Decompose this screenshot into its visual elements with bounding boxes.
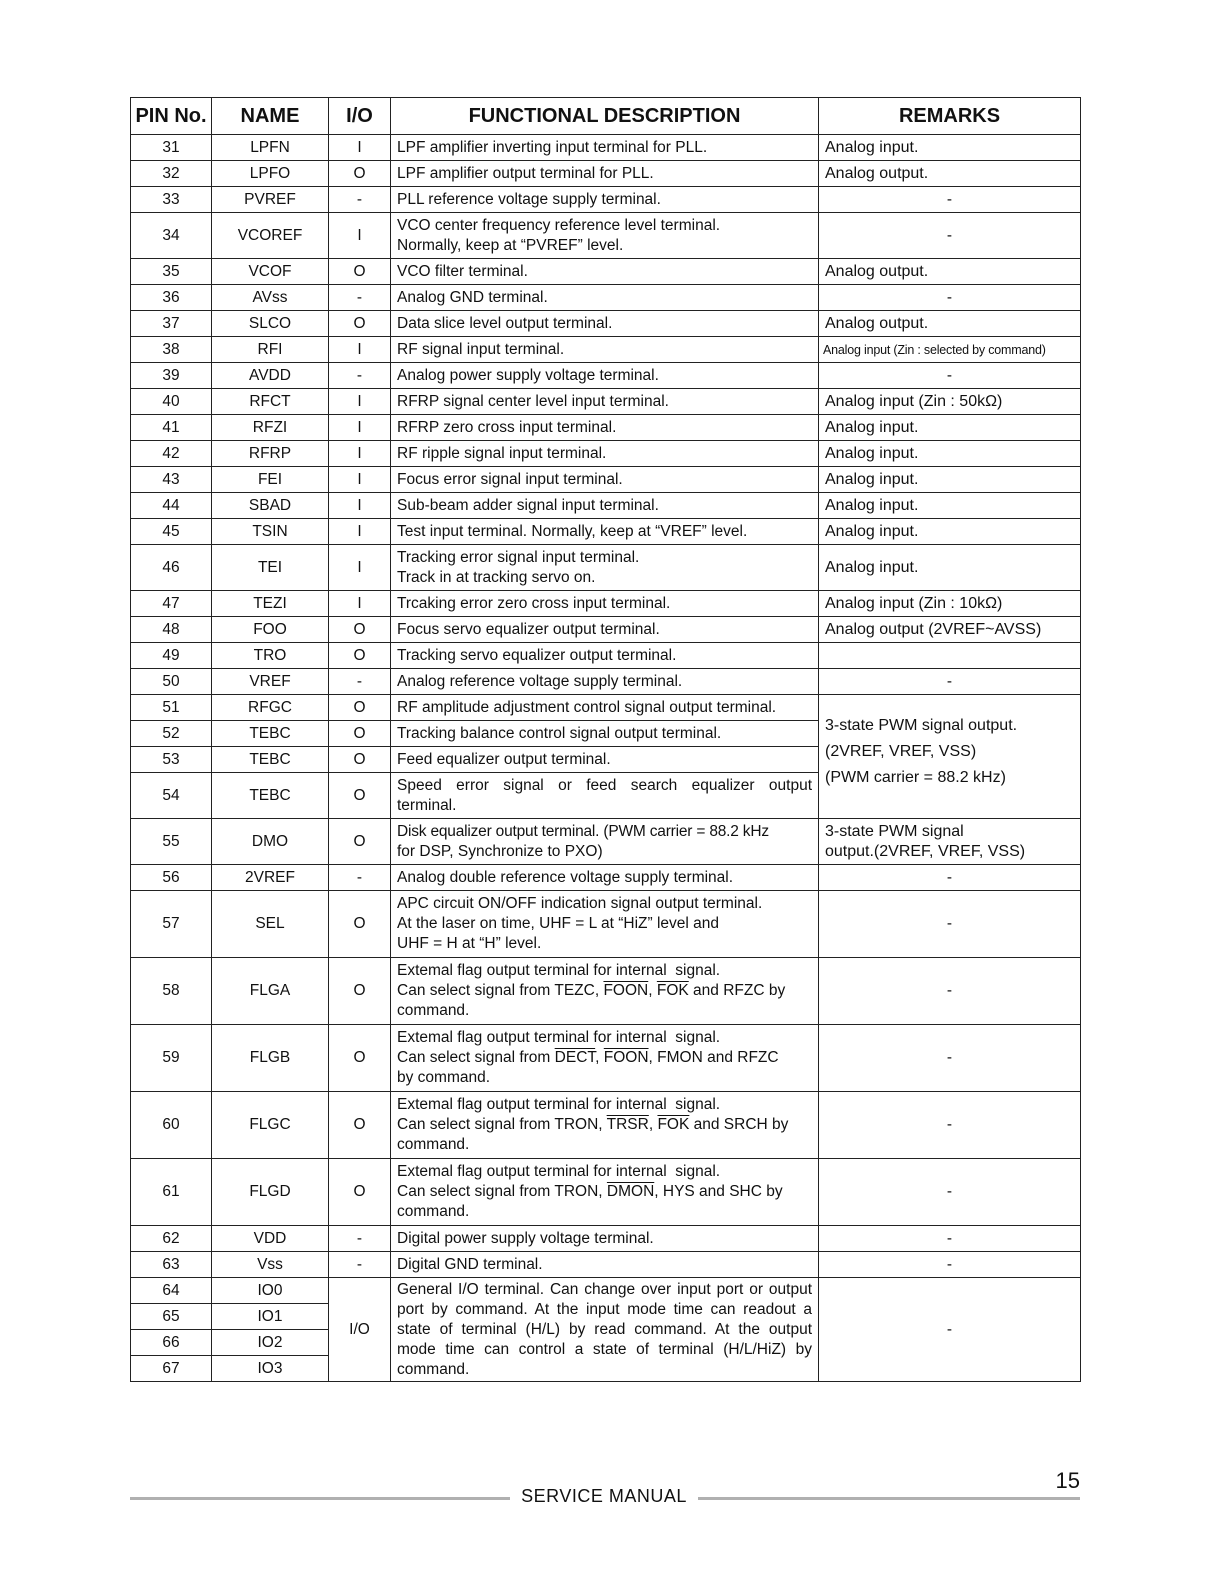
- pin-name: PVREF: [212, 187, 329, 213]
- pin-description: [391, 773, 819, 819]
- description-text: Can select signal from TRON,: [397, 1183, 607, 1200]
- pin-io: O: [329, 1092, 391, 1159]
- pin-name: FOO: [212, 617, 329, 643]
- description-line: for DSP, Synchronize to PXO): [397, 842, 603, 860]
- description-text: ,: [648, 1116, 658, 1133]
- pin-name: SEL: [212, 891, 329, 958]
- page-number: 15: [1055, 1468, 1080, 1493]
- pin-description: [391, 1025, 819, 1092]
- remark-line: (2VREF, VREF, VSS): [825, 742, 977, 760]
- pin-name: AVss: [212, 285, 329, 311]
- pin-table: [130, 97, 1081, 1382]
- table-row: [131, 865, 1081, 891]
- pin-number: 51: [131, 695, 212, 721]
- description-text: , FMON and RFZC: [648, 1049, 779, 1066]
- pin-number: 60: [131, 1092, 212, 1159]
- pin-number: 42: [131, 441, 212, 467]
- pin-description: Analog reference voltage supply terminal.: [391, 669, 819, 695]
- pin-remark: Analog input.: [819, 467, 1081, 493]
- pin-number: 32: [131, 161, 212, 187]
- pin-io: I: [329, 467, 391, 493]
- pin-remark: -: [819, 1226, 1081, 1252]
- pin-remark: -: [819, 865, 1081, 891]
- pin-remark: Analog output.: [819, 259, 1081, 285]
- table-row: [131, 311, 1081, 337]
- description-line: Disk equalizer output terminal. (PWM carrier = 88.2 kHz: [397, 822, 769, 840]
- pin-number: 62: [131, 1226, 212, 1252]
- pin-description: Sub-beam adder signal input terminal.: [391, 493, 819, 519]
- pin-io: O: [329, 819, 391, 865]
- pin-number: 61: [131, 1159, 212, 1226]
- pin-remark: -: [819, 958, 1081, 1025]
- pin-description: Tracking servo equalizer output terminal.: [391, 643, 819, 669]
- pin-name: TEI: [212, 545, 329, 591]
- pin-io: O: [329, 617, 391, 643]
- pin-io: -: [329, 1226, 391, 1252]
- pin-description: PLL reference voltage supply terminal.: [391, 187, 819, 213]
- description-text: ,: [648, 982, 657, 999]
- pin-name: DMO: [212, 819, 329, 865]
- pin-remark: Analog input.: [819, 493, 1081, 519]
- pin-number: 58: [131, 958, 212, 1025]
- table-row: [131, 493, 1081, 519]
- description-line: APC circuit ON/OFF indication signal output terminal.: [397, 895, 763, 912]
- pin-name: IO3: [212, 1356, 329, 1382]
- pin-remark: [819, 643, 1081, 669]
- pin-number: 35: [131, 259, 212, 285]
- pin-number: 31: [131, 135, 212, 161]
- pin-name: FEI: [212, 467, 329, 493]
- pin-description: RF signal input terminal.: [391, 337, 819, 363]
- active-low-signal: TRSR: [606, 1116, 649, 1133]
- pin-description: LPF amplifier inverting input terminal for PLL.: [391, 135, 819, 161]
- pin-number: 48: [131, 617, 212, 643]
- pin-name: TEBC: [212, 747, 329, 773]
- pin-description: Trcaking error zero cross input terminal.: [391, 591, 819, 617]
- table-row: [131, 891, 1081, 958]
- pin-name: SBAD: [212, 493, 329, 519]
- pin-description-sheet: [130, 97, 1080, 1382]
- active-low-signal: FOON: [603, 1049, 649, 1066]
- pin-description: Data slice level output terminal.: [391, 311, 819, 337]
- table-header-row: [131, 98, 1081, 135]
- pin-remark: Analog input.: [819, 519, 1081, 545]
- pin-io: -: [329, 363, 391, 389]
- pin-name: FLGB: [212, 1025, 329, 1092]
- description-line: [397, 1115, 812, 1135]
- pin-io: -: [329, 187, 391, 213]
- footer-rule-right: [698, 1497, 1080, 1500]
- table-row: [131, 958, 1081, 1025]
- table-row: [131, 187, 1081, 213]
- pin-io: I: [329, 591, 391, 617]
- description-line: Speed error signal or feed search equalizer output: [397, 776, 812, 794]
- pin-name: RFGC: [212, 695, 329, 721]
- pin-number: 47: [131, 591, 212, 617]
- pin-number: 44: [131, 493, 212, 519]
- pin-number: 63: [131, 1252, 212, 1278]
- pin-number: 38: [131, 337, 212, 363]
- table-row: [131, 591, 1081, 617]
- table-row: [131, 695, 1081, 721]
- active-low-signal: $\overline{FOK}$: [657, 1116, 690, 1133]
- pin-name: RFZI: [212, 415, 329, 441]
- active-low-signal: $\overline{FOK}$: [656, 982, 689, 999]
- pin-name: TEBC: [212, 721, 329, 747]
- pin-name: TEBC: [212, 773, 329, 819]
- remark-line: (PWM carrier = 88.2 kHz): [825, 768, 1006, 786]
- pin-io: O: [329, 958, 391, 1025]
- pin-remark: -: [819, 669, 1081, 695]
- pin-description: [391, 1092, 819, 1159]
- description-line: Tracking error signal input terminal.: [397, 548, 640, 566]
- pin-number: 56: [131, 865, 212, 891]
- pin-remark: -: [819, 1092, 1081, 1159]
- pin-description: [391, 1159, 819, 1226]
- description-line: Extemal flag output terminal for internal signal.: [397, 962, 721, 979]
- pin-io: O: [329, 311, 391, 337]
- description-line: [397, 1182, 812, 1202]
- description-line: [397, 981, 812, 1001]
- description-line: Normally, keep at “PVREF” level.: [397, 236, 624, 254]
- pin-io: I: [329, 519, 391, 545]
- pin-number: 37: [131, 311, 212, 337]
- pin-io: O: [329, 891, 391, 958]
- pin-name: SLCO: [212, 311, 329, 337]
- pin-remark: Analog output (2VREF~AVSS): [819, 617, 1081, 643]
- table-row: [131, 1092, 1081, 1159]
- pin-name: IO2: [212, 1330, 329, 1356]
- pin-description: Digital GND terminal.: [391, 1252, 819, 1278]
- remark-line: 3-state PWM signal output.: [825, 716, 1018, 734]
- pin-remark: -: [819, 187, 1081, 213]
- pin-number: 55: [131, 819, 212, 865]
- header-io: I/O: [329, 98, 391, 135]
- description-line: At the laser on time, UHF = L at “HiZ” level and: [397, 915, 720, 932]
- table-row: [131, 337, 1081, 363]
- pin-description: Focus error signal input terminal.: [391, 467, 819, 493]
- table-row: [131, 545, 1081, 591]
- pin-name: VREF: [212, 669, 329, 695]
- pin-description: [391, 213, 819, 259]
- pin-number: 41: [131, 415, 212, 441]
- pin-name: RFCT: [212, 389, 329, 415]
- pin-name: IO1: [212, 1304, 329, 1330]
- pin-description: RF amplitude adjustment control signal output terminal.: [391, 695, 819, 721]
- table-row: [131, 1159, 1081, 1226]
- table-row: [131, 259, 1081, 285]
- pin-number: 65: [131, 1304, 212, 1330]
- pin-remark: Analog output.: [819, 161, 1081, 187]
- pin-name: AVDD: [212, 363, 329, 389]
- pin-description: RFRP signal center level input terminal.: [391, 389, 819, 415]
- io-group-description: General I/O terminal. Can change over input port or output port by command. At the input mode time can readout a state of terminal (H/L) by read command. At the output mode time can control a state of terminal (H/L/HiZ) by command.: [391, 1278, 819, 1382]
- table-row: [131, 467, 1081, 493]
- pin-name: VDD: [212, 1226, 329, 1252]
- pin-description: RFRP zero cross input terminal.: [391, 415, 819, 441]
- pin-io: -: [329, 1252, 391, 1278]
- footer-label: SERVICE MANUAL: [521, 1486, 687, 1506]
- pin-io: -: [329, 669, 391, 695]
- pin-remark: -: [819, 1025, 1081, 1092]
- pin-io: O: [329, 773, 391, 819]
- description-text: and RFZC by: [688, 982, 786, 999]
- description-text: Can select signal from: [397, 1049, 555, 1066]
- description-line: command.: [397, 1002, 470, 1019]
- pwm-remark-group: [819, 695, 1081, 819]
- pin-name: IO0: [212, 1278, 329, 1304]
- pin-number: 52: [131, 721, 212, 747]
- pin-remark: -: [819, 891, 1081, 958]
- table-row: [131, 1278, 1081, 1304]
- description-line: terminal.: [397, 796, 457, 814]
- pin-remark: Analog output.: [819, 311, 1081, 337]
- pin-description: Focus servo equalizer output terminal.: [391, 617, 819, 643]
- pin-number: 57: [131, 891, 212, 958]
- pin-remark: Analog input (Zin : selected by command): [819, 337, 1081, 363]
- description-text: Can select signal from TEZC,: [397, 982, 604, 999]
- pin-name: TRO: [212, 643, 329, 669]
- table-row: [131, 363, 1081, 389]
- pin-number: 46: [131, 545, 212, 591]
- pin-description: Analog GND terminal.: [391, 285, 819, 311]
- pin-name: FLGA: [212, 958, 329, 1025]
- table-row: [131, 415, 1081, 441]
- pin-number: 45: [131, 519, 212, 545]
- pin-io: I: [329, 441, 391, 467]
- pin-name: Vss: [212, 1252, 329, 1278]
- description-text: Can select signal from TRON,: [397, 1116, 607, 1133]
- pin-io: O: [329, 721, 391, 747]
- remark-line: output.(2VREF, VREF, VSS): [825, 842, 1026, 860]
- pin-description: Feed equalizer output terminal.: [391, 747, 819, 773]
- table-row: [131, 161, 1081, 187]
- active-low-signal: FOON: [603, 982, 649, 999]
- pin-remark: Analog input (Zin : 10kΩ): [819, 591, 1081, 617]
- pin-remark: -: [819, 213, 1081, 259]
- pin-name: TEZI: [212, 591, 329, 617]
- io-group-remark: -: [819, 1278, 1081, 1382]
- description-line: command.: [397, 1203, 470, 1220]
- pin-remark: Analog input.: [819, 415, 1081, 441]
- pin-io: I: [329, 545, 391, 591]
- pin-io: I: [329, 337, 391, 363]
- pin-description: VCO filter terminal.: [391, 259, 819, 285]
- description-text: and SHC by: [694, 1183, 783, 1200]
- pin-remark: -: [819, 1252, 1081, 1278]
- description-line: [397, 1048, 812, 1068]
- table-row: [131, 135, 1081, 161]
- pin-io: O: [329, 1025, 391, 1092]
- pin-number: 53: [131, 747, 212, 773]
- pin-io-group: I/O: [329, 1278, 391, 1382]
- description-line: UHF = H at “H” level.: [397, 935, 542, 952]
- active-low-signal: DECT: [554, 1049, 596, 1066]
- table-row: [131, 617, 1081, 643]
- pin-io: O: [329, 1159, 391, 1226]
- pin-name: 2VREF: [212, 865, 329, 891]
- table-row: [131, 643, 1081, 669]
- pin-number: 43: [131, 467, 212, 493]
- remark-line: 3-state PWM signal: [825, 822, 964, 840]
- pin-description: [391, 891, 819, 958]
- pin-name: VCOF: [212, 259, 329, 285]
- description-line: Extemal flag output terminal for internal signal.: [397, 1096, 721, 1113]
- header-functional-description: FUNCTIONAL DESCRIPTION: [391, 98, 819, 135]
- pin-io: I: [329, 415, 391, 441]
- pin-io: I: [329, 493, 391, 519]
- description-line: VCO center frequency reference level terminal.: [397, 216, 721, 234]
- description-line: Extemal flag output terminal for internal signal.: [397, 1029, 721, 1046]
- pin-remark: [819, 819, 1081, 865]
- description-line: command.: [397, 1136, 470, 1153]
- pin-description: Test input terminal. Normally, keep at “VREF” level.: [391, 519, 819, 545]
- pin-name: LPFO: [212, 161, 329, 187]
- table-row: [131, 389, 1081, 415]
- pin-description: Analog power supply voltage terminal.: [391, 363, 819, 389]
- pin-number: 54: [131, 773, 212, 819]
- pin-name: RFI: [212, 337, 329, 363]
- table-row: [131, 1226, 1081, 1252]
- pin-io: O: [329, 643, 391, 669]
- pin-name: VCOREF: [212, 213, 329, 259]
- pin-name: FLGC: [212, 1092, 329, 1159]
- pin-number: 40: [131, 389, 212, 415]
- pin-number: 36: [131, 285, 212, 311]
- table-row: [131, 441, 1081, 467]
- pin-remark: Analog input (Zin : 50kΩ): [819, 389, 1081, 415]
- table-row: [131, 1025, 1081, 1092]
- pin-io: -: [329, 285, 391, 311]
- pin-io: O: [329, 695, 391, 721]
- header-remarks: REMARKS: [819, 98, 1081, 135]
- description-line: Track in at tracking servo on.: [397, 568, 596, 586]
- pin-name: FLGD: [212, 1159, 329, 1226]
- pin-name: TSIN: [212, 519, 329, 545]
- pin-name: LPFN: [212, 135, 329, 161]
- pin-number: 33: [131, 187, 212, 213]
- page-footer: [130, 1480, 1080, 1510]
- active-low-signal: DMON: [606, 1183, 655, 1200]
- pin-number: 34: [131, 213, 212, 259]
- pin-name: RFRP: [212, 441, 329, 467]
- pin-description: Digital power supply voltage terminal.: [391, 1226, 819, 1252]
- pin-number: 49: [131, 643, 212, 669]
- pin-description: [391, 958, 819, 1025]
- pin-number: 64: [131, 1278, 212, 1304]
- pin-remark: -: [819, 363, 1081, 389]
- pin-io: O: [329, 259, 391, 285]
- pin-remark: Analog input.: [819, 135, 1081, 161]
- pin-number: 66: [131, 1330, 212, 1356]
- description-text: ,: [595, 1049, 604, 1066]
- pin-io: -: [329, 865, 391, 891]
- header-pin-no: PIN No.: [131, 98, 212, 135]
- table-row: [131, 1252, 1081, 1278]
- footer-rule-left: [130, 1497, 510, 1500]
- description-line: Extemal flag output terminal for internal signal.: [397, 1163, 721, 1180]
- description-text: , HYS: [654, 1183, 695, 1200]
- pin-number: 59: [131, 1025, 212, 1092]
- pin-io: I: [329, 213, 391, 259]
- pin-description: [391, 545, 819, 591]
- description-text: and SRCH by: [689, 1116, 789, 1133]
- pin-remark: -: [819, 1159, 1081, 1226]
- pin-number: 39: [131, 363, 212, 389]
- pin-io: I: [329, 135, 391, 161]
- table-row: [131, 669, 1081, 695]
- pin-remark: Analog input.: [819, 545, 1081, 591]
- header-name: NAME: [212, 98, 329, 135]
- pin-io: O: [329, 747, 391, 773]
- description-line: by command.: [397, 1069, 491, 1086]
- pin-io: O: [329, 161, 391, 187]
- table-row: [131, 285, 1081, 311]
- pin-description: [391, 819, 819, 865]
- pin-remark: Analog input.: [819, 441, 1081, 467]
- pin-description: RF ripple signal input terminal.: [391, 441, 819, 467]
- pin-description: Analog double reference voltage supply terminal.: [391, 865, 819, 891]
- pin-description: LPF amplifier output terminal for PLL.: [391, 161, 819, 187]
- pin-number: 50: [131, 669, 212, 695]
- pin-io: I: [329, 389, 391, 415]
- pin-remark: -: [819, 285, 1081, 311]
- table-row: [131, 819, 1081, 865]
- pin-number: 67: [131, 1356, 212, 1382]
- pin-description: Tracking balance control signal output terminal.: [391, 721, 819, 747]
- table-row: [131, 213, 1081, 259]
- table-row: [131, 519, 1081, 545]
